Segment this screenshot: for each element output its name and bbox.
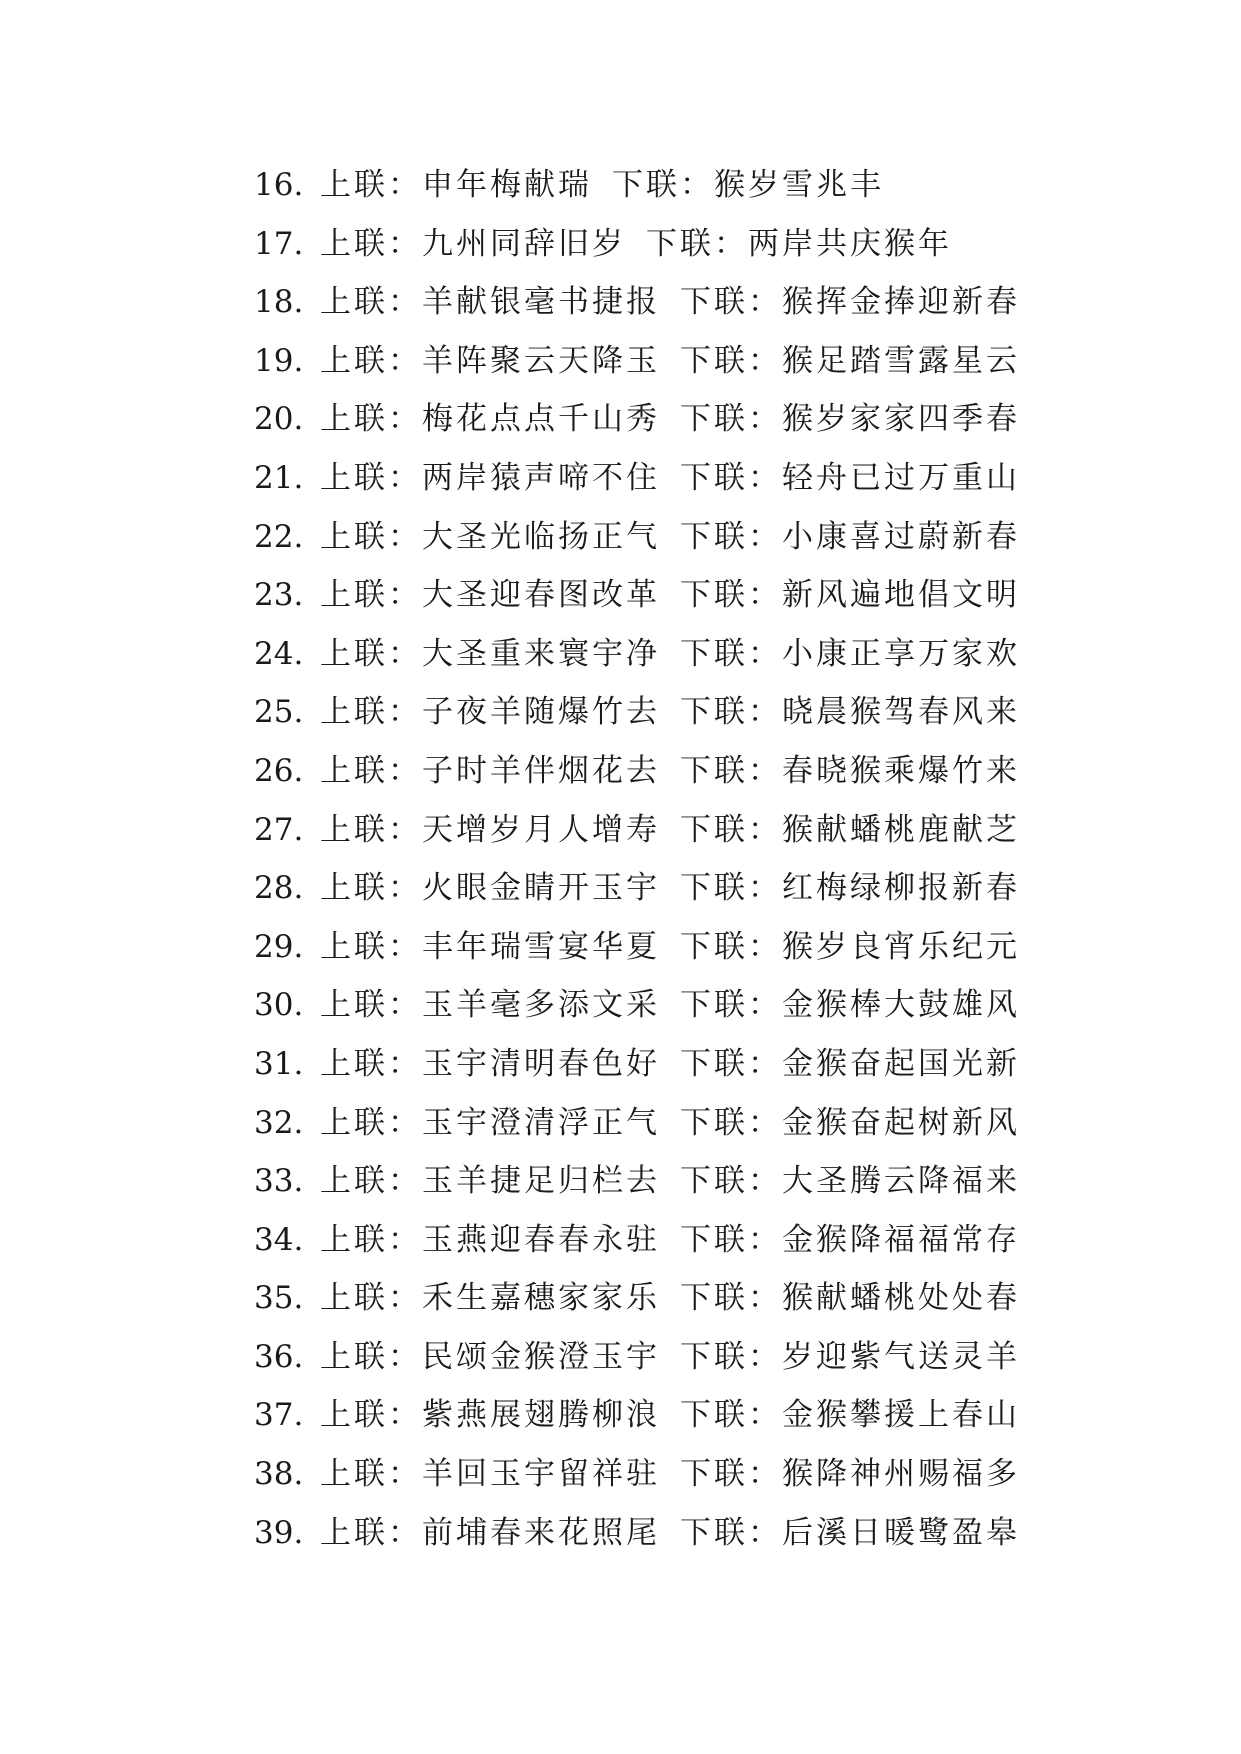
couplet-number: 32. — [254, 1104, 304, 1141]
lower-line-text: 轻舟已过万重山 — [782, 459, 1020, 496]
lower-line-text: 猴献蟠桃鹿献芝 — [782, 811, 1020, 848]
couplet-number: 31. — [254, 1045, 304, 1082]
upper-line-text: 民颂金猴澄玉宇 — [422, 1338, 660, 1375]
upper-line-label: 上联： — [320, 1397, 422, 1434]
lower-line-label: 下联： — [680, 459, 782, 496]
couplet-line — [254, 1094, 1020, 1153]
upper-line-text: 玉宇澄清浮正气 — [422, 1104, 660, 1141]
couplet-number: 17. — [254, 225, 304, 262]
couplet-line — [254, 273, 1020, 332]
upper-line-label: 上联： — [320, 225, 422, 262]
lower-line-text: 金猴奋起树新风 — [782, 1104, 1020, 1141]
couplet-number: 16. — [254, 167, 304, 203]
upper-line-text: 梅花点点千山秀 — [422, 401, 660, 438]
upper-line-label: 上联： — [320, 1456, 422, 1493]
lower-line-label: 下联： — [680, 342, 782, 379]
upper-line-text: 九州同辞旧岁 — [422, 225, 626, 262]
couplet-number: 25. — [254, 694, 304, 731]
lower-line-text: 岁迎紫气送灵羊 — [782, 1338, 1020, 1375]
upper-line-label: 上联： — [320, 577, 422, 614]
lower-line-text: 金猴降福福常存 — [782, 1221, 1020, 1258]
couplet-line — [254, 215, 1014, 274]
lower-line-label: 下联： — [680, 928, 782, 965]
lower-line-label: 下联： — [680, 1221, 782, 1258]
couplet-line — [254, 449, 1020, 508]
upper-line-label: 上联： — [320, 401, 422, 438]
lower-line-label: 下联： — [680, 811, 782, 848]
couplet-number: 39. — [254, 1514, 304, 1551]
couplet-number: 28. — [254, 870, 304, 907]
couplet-line — [254, 683, 1020, 742]
couplet-number: 35. — [254, 1280, 304, 1317]
upper-line-label: 上联： — [320, 870, 422, 907]
upper-line-label: 上联： — [320, 342, 422, 379]
upper-line-text: 火眼金睛开玉宇 — [422, 870, 660, 907]
upper-line-text: 紫燕展翅腾柳浪 — [422, 1397, 660, 1434]
upper-line-text: 前埔春来花照尾 — [422, 1514, 660, 1551]
upper-line-label: 上联： — [320, 1163, 422, 1200]
upper-line-label: 上联： — [320, 635, 422, 672]
couplet-number: 24. — [254, 635, 304, 672]
couplet-line — [254, 918, 1020, 977]
lower-line-text: 猴岁雪兆丰 — [714, 167, 884, 203]
couplet-list — [254, 156, 1020, 1562]
upper-line-text: 子夜羊随爆竹去 — [422, 694, 660, 731]
couplet-line — [254, 801, 1020, 860]
upper-line-label: 上联： — [320, 694, 422, 731]
couplet-number: 38. — [254, 1456, 304, 1493]
couplet-number: 26. — [254, 752, 304, 789]
lower-line-label: 下联： — [680, 987, 782, 1024]
couplet-line — [254, 1328, 1020, 1387]
couplet-number: 27. — [254, 811, 304, 848]
lower-line-text: 大圣腾云降福来 — [782, 1163, 1020, 1200]
couplet-line — [254, 1152, 1020, 1211]
lower-line-label: 下联： — [680, 1338, 782, 1375]
couplet-number: 34. — [254, 1221, 304, 1258]
lower-line-text: 晓晨猴驾春风来 — [782, 694, 1020, 731]
lower-line-text: 猴献蟠桃处处春 — [782, 1280, 1020, 1317]
couplet-line — [254, 156, 1014, 215]
upper-line-label: 上联： — [320, 518, 422, 555]
couplet-number: 33. — [254, 1163, 304, 1200]
couplet-line — [254, 976, 1020, 1035]
upper-line-text: 羊阵聚云天降玉 — [422, 342, 660, 379]
lower-line-text: 金猴攀援上春山 — [782, 1397, 1020, 1434]
lower-line-text: 金猴奋起国光新 — [782, 1045, 1020, 1082]
upper-line-text: 大圣迎春图改革 — [422, 577, 660, 614]
lower-line-label: 下联： — [680, 1045, 782, 1082]
couplet-line — [254, 625, 1020, 684]
couplet-number: 30. — [254, 987, 304, 1024]
couplet-number: 20. — [254, 401, 304, 438]
lower-line-label: 下联： — [680, 1104, 782, 1141]
upper-line-text: 两岸猿声啼不住 — [422, 459, 660, 496]
upper-line-text: 大圣重来寰宇净 — [422, 635, 660, 672]
couplet-line — [254, 1269, 1020, 1328]
lower-line-label: 下联： — [680, 284, 782, 321]
couplet-number: 21. — [254, 459, 304, 496]
lower-line-text: 猴挥金捧迎新春 — [782, 284, 1020, 321]
lower-line-text: 小康正享万家欢 — [782, 635, 1020, 672]
couplet-line — [254, 332, 1020, 391]
couplet-line — [254, 1445, 1020, 1504]
lower-line-text: 猴足踏雪露星云 — [782, 342, 1020, 379]
upper-line-label: 上联： — [320, 1338, 422, 1375]
couplet-line — [254, 1211, 1020, 1270]
lower-line-label: 下联： — [612, 167, 714, 203]
lower-line-label: 下联： — [680, 752, 782, 789]
upper-line-label: 上联： — [320, 928, 422, 965]
lower-line-text: 小康喜过蔚新春 — [782, 518, 1020, 555]
lower-line-text: 两岸共庆猴年 — [748, 225, 952, 262]
upper-line-text: 申年梅献瑞 — [422, 167, 592, 203]
couplet-number: 23. — [254, 577, 304, 614]
lower-line-label: 下联： — [680, 1456, 782, 1493]
couplet-line — [254, 1504, 1020, 1563]
upper-line-text: 玉羊捷足归栏去 — [422, 1163, 660, 1200]
lower-line-label: 下联： — [680, 635, 782, 672]
couplet-line — [254, 1035, 1020, 1094]
lower-line-text: 金猴棒大鼓雄风 — [782, 987, 1020, 1024]
upper-line-label: 上联： — [320, 752, 422, 789]
lower-line-text: 猴岁家家四季春 — [782, 401, 1020, 438]
upper-line-label: 上联： — [320, 987, 422, 1024]
couplet-number: 29. — [254, 928, 304, 965]
couplet-number: 19. — [254, 342, 304, 379]
lower-line-label: 下联： — [680, 1280, 782, 1317]
lower-line-label: 下联： — [646, 225, 748, 262]
lower-line-label: 下联： — [680, 1514, 782, 1551]
lower-line-label: 下联： — [680, 401, 782, 438]
upper-line-label: 上联： — [320, 1045, 422, 1082]
upper-line-text: 禾生嘉穗家家乐 — [422, 1280, 660, 1317]
lower-line-text: 猴岁良宵乐纪元 — [782, 928, 1020, 965]
couplet-number: 18. — [254, 284, 304, 321]
upper-line-label: 上联： — [320, 284, 422, 321]
upper-line-text: 天增岁月人增寿 — [422, 811, 660, 848]
upper-line-text: 羊献银毫书捷报 — [422, 284, 660, 321]
upper-line-label: 上联： — [320, 1104, 422, 1141]
lower-line-label: 下联： — [680, 694, 782, 731]
lower-line-text: 红梅绿柳报新春 — [782, 870, 1020, 907]
upper-line-text: 玉宇清明春色好 — [422, 1045, 660, 1082]
couplet-line — [254, 508, 1020, 567]
couplet-number: 22. — [254, 518, 304, 555]
upper-line-label: 上联： — [320, 811, 422, 848]
upper-line-text: 羊回玉宇留祥驻 — [422, 1456, 660, 1493]
couplet-line — [254, 859, 1020, 918]
lower-line-label: 下联： — [680, 1163, 782, 1200]
upper-line-text: 玉燕迎春春永驻 — [422, 1221, 660, 1258]
upper-line-text: 丰年瑞雪宴华夏 — [422, 928, 660, 965]
upper-line-text: 大圣光临扬正气 — [422, 518, 660, 555]
couplet-line — [254, 566, 1020, 625]
lower-line-label: 下联： — [680, 1397, 782, 1434]
lower-line-text: 春晓猴乘爆竹来 — [782, 752, 1020, 789]
upper-line-label: 上联： — [320, 1514, 422, 1551]
lower-line-label: 下联： — [680, 577, 782, 614]
lower-line-label: 下联： — [680, 870, 782, 907]
upper-line-label: 上联： — [320, 167, 422, 203]
couplet-number: 37. — [254, 1397, 304, 1434]
couplet-number: 36. — [254, 1338, 304, 1375]
couplet-line — [254, 742, 1020, 801]
lower-line-text: 新风遍地倡文明 — [782, 577, 1020, 614]
lower-line-text: 猴降神州赐福多 — [782, 1456, 1020, 1493]
upper-line-label: 上联： — [320, 459, 422, 496]
upper-line-text: 玉羊毫多添文采 — [422, 987, 660, 1024]
lower-line-label: 下联： — [680, 518, 782, 555]
lower-line-text: 后溪日暖鹭盈皋 — [782, 1514, 1020, 1551]
upper-line-label: 上联： — [320, 1280, 422, 1317]
upper-line-label: 上联： — [320, 1221, 422, 1258]
upper-line-text: 子时羊伴烟花去 — [422, 752, 660, 789]
couplet-line — [254, 390, 1020, 449]
couplet-line — [254, 1386, 1020, 1445]
